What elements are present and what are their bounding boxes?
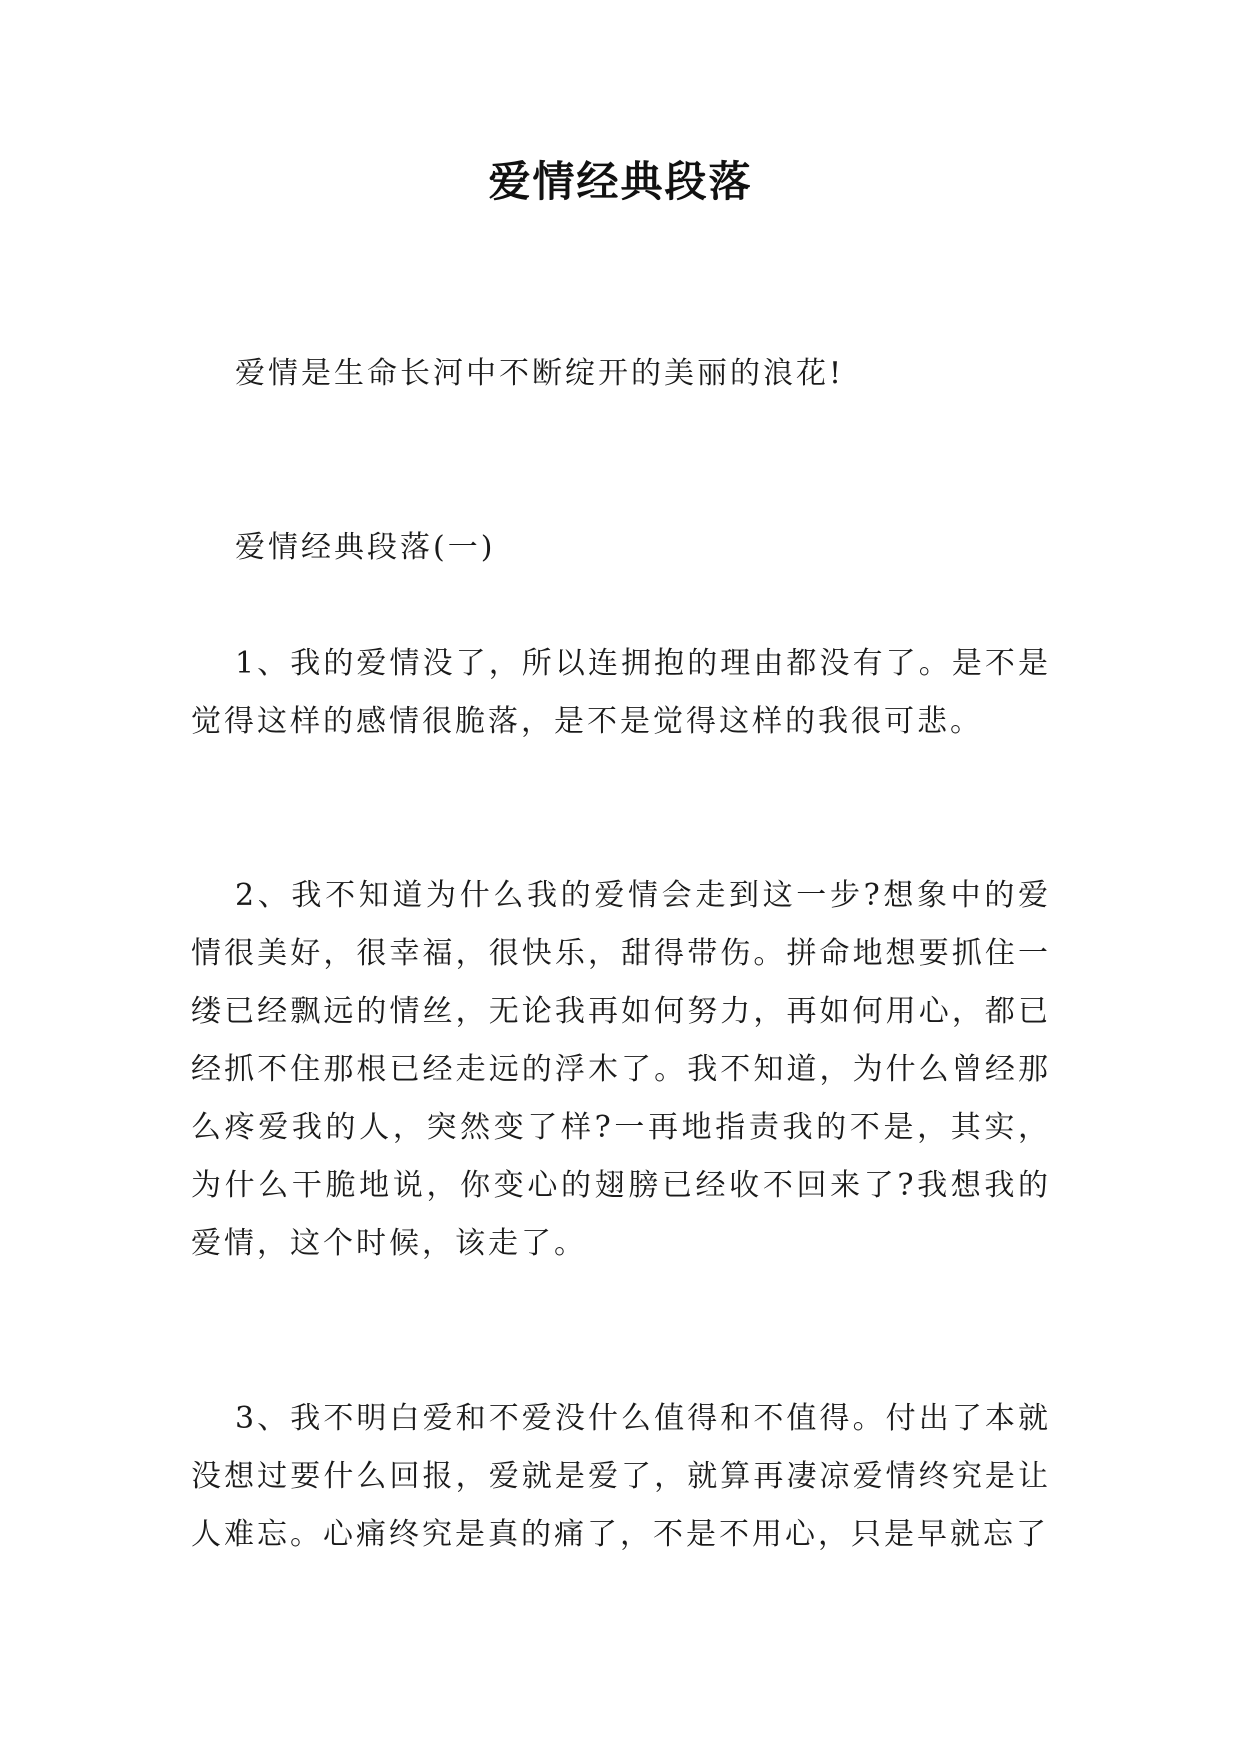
paragraph-1: 1、我的爱情没了，所以连拥抱的理由都没有了。是不是觉得这样的感情很脆落，是不是觉得这样的我很可悲。 [191, 646, 1051, 739]
paragraph-3: 3、我不明白爱和不爱没什么值得和不值得。付出了本就没想过要什么回报，爱就是爱了，就算再凄凉爱情终究是让人难忘。心痛终究是真的痛了，不是不用心，只是早就忘了 [191, 1401, 1051, 1552]
section-heading: 爱情经典段落(一) [235, 530, 496, 565]
document-title: 爱情经典段落 [488, 157, 753, 206]
intro-paragraph: 爱情是生命长河中不断绽开的美丽的浪花! [235, 356, 845, 391]
paragraph-2: 2、我不知道为什么我的爱情会走到这一步?想象中的爱情很美好，很幸福，很快乐，甜得带伤。拼命地想要抓住一缕已经飘远的情丝，无论我再如何努力，再如何用心，都已经抓不住那根已经走远的浮木了。我不知道，为什么曾经那么疼爱我的人，突然变了样?一再地指责我的不是，其实，为什么干脆地说，你变心的翅膀已经收不回来了?我想我的爱情，这个时候，该走了。 [191, 878, 1051, 1261]
